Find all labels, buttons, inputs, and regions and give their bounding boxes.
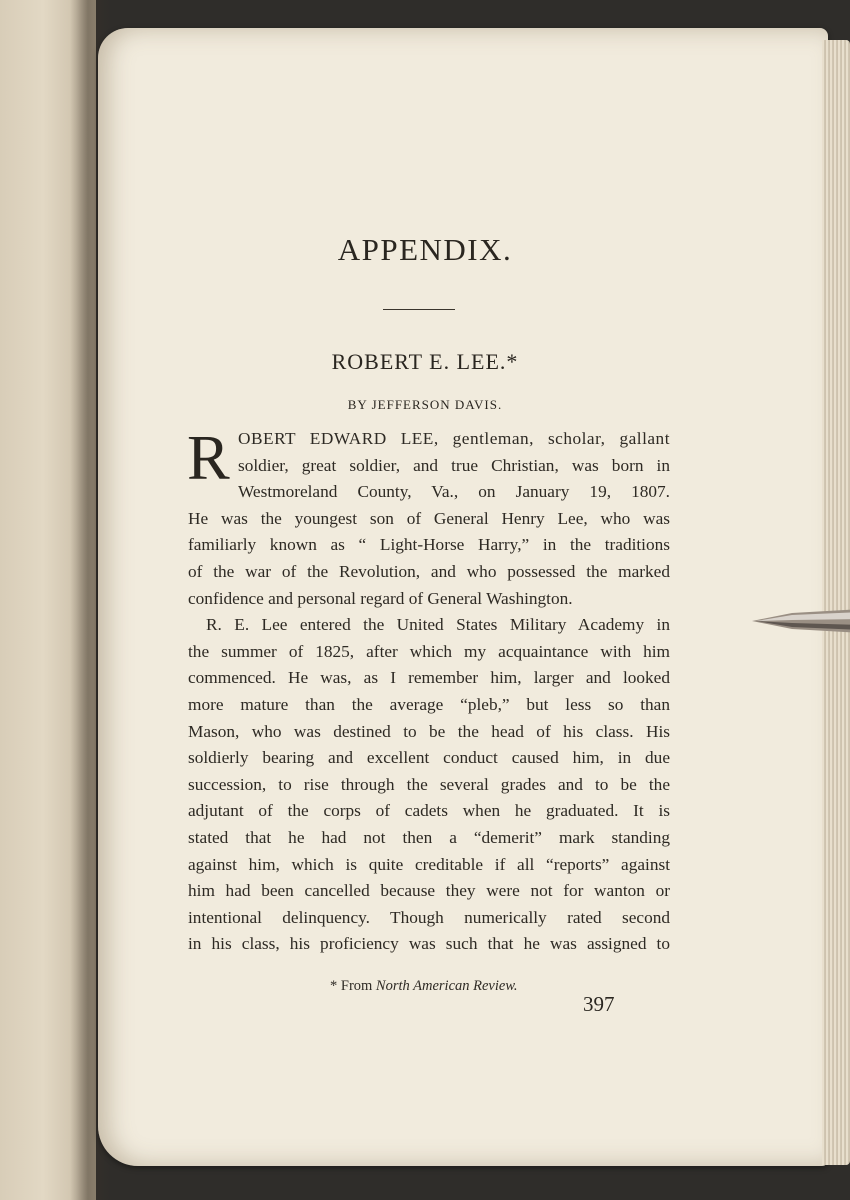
text-line: familiarly known as “ Light-Horse Harry,” in the traditions: [188, 535, 670, 555]
text-line: soldier, great soldier, and true Christian, was born in: [238, 455, 670, 475]
page-edges: [822, 40, 850, 1165]
text-line: confidence and personal regard of General Washington.: [188, 588, 573, 608]
text-line: intentional delinquency. Though numerically rated second: [188, 907, 670, 927]
footnote-prefix: * From: [330, 978, 376, 994]
text-line: in his class, his proficiency was such that he was assigned to: [188, 934, 670, 954]
text-line: stated that he had not then a “demerit” mark standing: [188, 827, 670, 847]
footnote-source: North American Review.: [375, 978, 518, 994]
drop-cap: R: [187, 422, 230, 493]
text-line: of the war of the Revolution, and who possessed the marked: [188, 561, 670, 581]
text-line: soldierly bearing and excellent conduct caused him, in due: [188, 748, 670, 768]
text-line: R. E. Lee entered the United States Military Academy in: [206, 615, 670, 635]
text-line: adjutant of the corps of cadets when he graduated. It is: [188, 801, 670, 821]
chapter-title: ROBERT E. LEE.*: [331, 349, 519, 374]
text-line: OBERT EDWARD LEE, gentleman, scholar, gallant: [238, 429, 670, 448]
text-line: against him, which is quite creditable if all “reports” against: [188, 854, 670, 874]
text-line: Mason, who was destined to be the head of his class. His: [188, 721, 670, 741]
text-line: Westmoreland County, Va., on January 19, 1807.: [238, 482, 670, 502]
text-line: succession, to rise through the several grades and to be the: [188, 774, 670, 794]
text-line: more mature than the average “pleb,” but less so than: [188, 694, 670, 714]
text-line: commenced. He was, as I remember him, larger and looked: [188, 668, 670, 688]
page-number: 397: [583, 992, 615, 1016]
body-text: [187, 422, 670, 958]
text-line: him had been cancelled because they were not for wanton or: [188, 881, 670, 901]
footnote: [330, 978, 590, 995]
text-line: the summer of 1825, after which my acquaintance with him: [188, 641, 670, 661]
text-line: He was the youngest son of General Henry Lee, who was: [188, 508, 670, 528]
bookmark-blade-icon: [752, 606, 850, 636]
author-byline: BY JEFFERSON DAVIS.: [347, 397, 503, 412]
page-heading: APPENDIX.: [337, 232, 513, 267]
heading-divider: [383, 309, 455, 310]
